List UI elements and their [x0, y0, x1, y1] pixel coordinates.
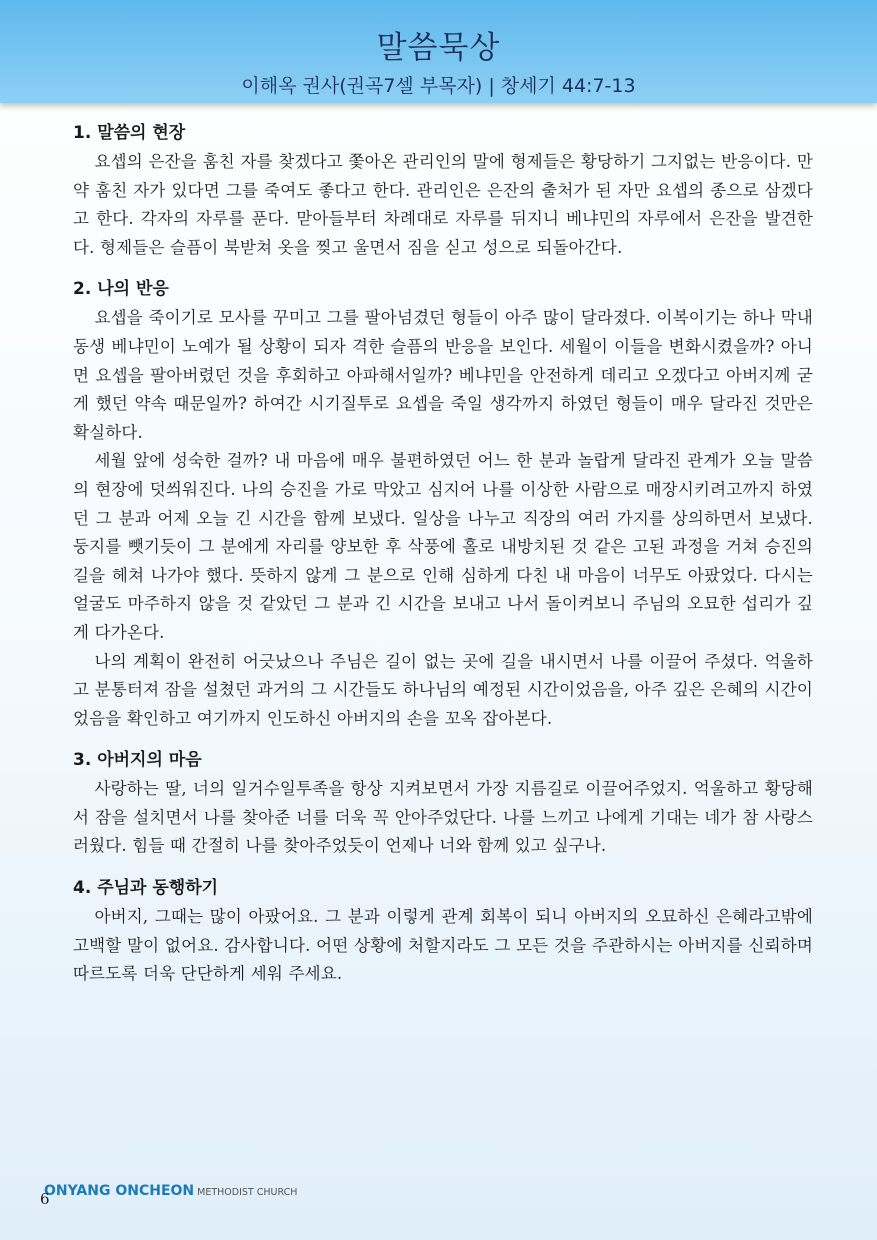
paragraph: 세월 앞에 성숙한 걸까? 내 마음에 매우 불편하였던 어느 한 분과 놀랍게 달라진 관계가 오늘 말씀의 현장에 덧씌워진다. 나의 승진을 가로 막았고 심지어 나를 이상한 사람으로 매장시키려고까지 하였던 그 분과 어제 오늘 긴 시간을 함께 보냈다. 일상을 나누고 직장의 여러 가지를 상의하면서 보냈다. 둥지를 뺏기듯이 그 분에게 자리를 양보한 후 삭풍에 홀로 내방치된 것 같은 고된 과정을 거쳐 승진의 길을 헤쳐 나가야 했다. 뜻하지 않게 그 분으로 인해 심하게 다친 내 마음이 너무도 아팠었다. 다시는 얼굴도 마주하지 않을 것 같았던 그 분과 긴 시간을 보내고 나서 돌이켜보니 주님의 오묘한 섭리가 깊게 다가온다.: [73, 451, 813, 642]
paragraph: 나의 계획이 완전히 어긋났으나 주님은 길이 없는 곳에 길을 내시면서 나를 이끌어 주셨다. 억울하고 분통터져 잠을 설쳤던 과거의 그 시간들도 하나님의 예정된 시간이었음을, 아주 깊은 은혜의 시간이었음을 확인하고 여기까지 인도하신 아버지의 손을 꼬옥 잡아본다.: [73, 651, 813, 728]
page-number: 6: [40, 1190, 50, 1208]
church-suffix: METHODIST CHURCH: [197, 1187, 298, 1198]
church-name: ONYANG ONCHEON: [44, 1183, 195, 1199]
page-header: [0, 0, 877, 103]
article-body: [73, 118, 813, 1001]
paragraph: 사랑하는 딸, 너의 일거수일투족을 항상 지켜보면서 가장 지름길로 이끌어주었지. 억울하고 황당해서 잠을 설치면서 나를 찾아준 너를 더욱 꼭 안아주었단다. 나를 느끼고 나에게 기대는 네가 참 사랑스러웠다. 힘들 때 간절히 나를 찾아주었듯이 언제나 너와 함께 있고 싶구나.: [73, 779, 813, 856]
section-walk-with-lord: [73, 873, 813, 989]
section-heading: 4. 주님과 동행하기: [73, 878, 219, 899]
paragraph: 요셉의 은잔을 훔친 자를 찾겠다고 쫓아온 관리인의 말에 형제들은 황당하기 그지없는 반응이다. 만약 훔친 자가 있다면 그를 죽여도 좋다고 한다. 관리인은 은잔의 출처가 된 자만 요셉의 종으로 삼겠다고 한다. 각자의 자루를 푼다. 맏아들부터 차례대로 자루를 뒤지니 베냐민의 자루에서 은잔을 발견한다. 형제들은 슬픔이 북받쳐 옷을 찢고 울면서 짐을 싣고 성으로 되돌아간다.: [73, 152, 813, 257]
section-my-response: [73, 274, 813, 733]
section-fathers-heart: [73, 745, 813, 861]
section-heading: 2. 나의 반응: [73, 279, 169, 300]
section-heading: 3. 아버지의 마음: [73, 750, 202, 771]
page-title: 말씀묵상: [376, 30, 501, 66]
paragraph: 아버지, 그때는 많이 아팠어요. 그 분과 이렇게 관계 회복이 되니 아버지의 오묘하신 은혜라고밖에 고백할 말이 없어요. 감사합니다. 어떤 상황에 처할지라도 그 모든 것을 주관하시는 아버지를 신뢰하며 따르도록 더욱 단단하게 세워 주세요.: [73, 907, 813, 984]
section-word-scene: [73, 118, 813, 262]
section-heading: 1. 말씀의 현장: [73, 123, 186, 143]
paragraph: 요셉을 죽이기로 모사를 꾸미고 그를 팔아넘겼던 형들이 아주 많이 달라졌다. 이복이기는 하나 막내 동생 베냐민이 노예가 될 상황이 되자 격한 슬픔의 반응을 보인다. 세월이 이들을 변화시켰을까? 아니면 요셉을 팔아버렸던 것을 후회하고 아파해서일까? 베냐민을 안전하게 데리고 오겠다고 아버지께 굳게 했던 약속 때문일까? 하여간 시기질투로 요셉을 죽일 생각까지 하였던 형들이 매우 달라진 것만은 확실하다.: [73, 308, 813, 442]
church-logo: [44, 1180, 297, 1203]
page-subtitle: 이해옥 권사(권곡7셀 부목자) | 창세기 44:7-13: [241, 75, 636, 97]
